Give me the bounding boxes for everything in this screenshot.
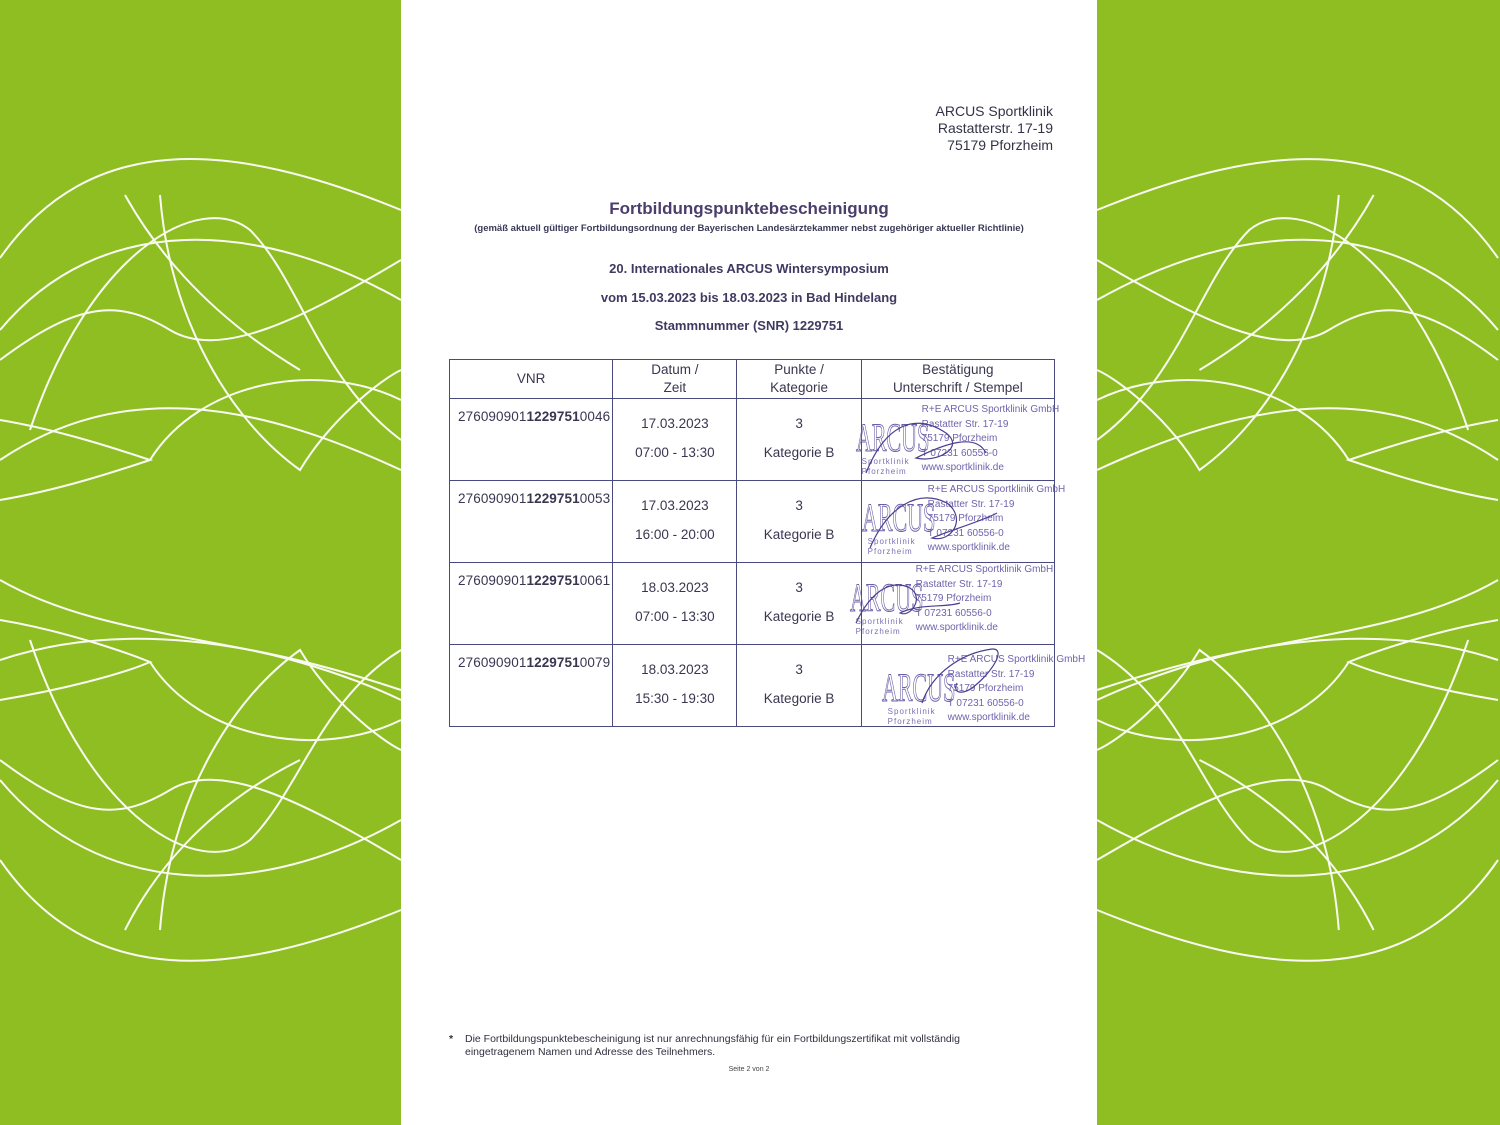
points-value: 3 [795,580,803,595]
handwritten-signature [850,563,1050,643]
logo-sub-1: Sportklinik [861,457,910,466]
date-value: 17.03.2023 [641,416,709,431]
header-vnr [450,360,613,399]
time-value: 07:00 - 13:30 [635,445,715,460]
stamp-phone: T 07231 60556-0 [927,527,1004,539]
stamp-company: R+E ARCUS Sportklinik GmbH [927,484,1066,495]
time-value: 07:00 - 13:30 [635,609,715,624]
company-stamp [850,563,1090,643]
header-date-line1: Datum / [651,362,699,377]
header-points [737,360,861,399]
sender-city: 75179 Pforzheim [947,137,1053,153]
handwritten-signature [882,653,1082,733]
svg-text:ARCUS: ARCUS [855,415,930,460]
header-date-line2: Zeit [663,380,687,395]
decorative-background-left [0,0,401,1125]
stamp-city: 75179 Pforzheim [947,683,1024,694]
stamp-phone: T 07231 60556-0 [921,447,998,459]
logo-sub-1: Sportklinik [867,537,916,546]
stamp-company: R+E ARCUS Sportklinik GmbH [947,654,1086,665]
points-value: 3 [795,416,803,431]
points-table [449,359,1086,727]
company-stamp [882,653,1122,733]
stamp-city: 75179 Pforzheim [927,513,1004,524]
logo-sub-1: Sportklinik [855,617,904,626]
certificate-page [401,0,1097,1125]
vnr-cell [450,399,613,481]
document-title: Fortbildungspunktebescheinigung [609,199,889,218]
category-value: Kategorie B [763,445,835,460]
vnr-value: 27609090112297510046 [458,409,611,424]
sender-address [936,103,1053,154]
ornament-lines-left [0,0,401,1125]
vnr-cell [450,481,613,563]
header-confirmation-line1: Bestätigung [922,362,994,377]
decorative-background-right [1097,0,1498,1125]
stamp-company: R+E ARCUS Sportklinik GmbH [921,404,1060,415]
footnote-star: * [449,1033,454,1045]
vnr-value: 27609090112297510079 [458,655,611,670]
signature-cell [861,481,1066,563]
table-row [450,645,1055,727]
footnote-text: Die Fortbildungspunktebescheinigung ist nur anrechnungsfähig für ein Fortbildungszertifikat mit vollständig eingetragenem Namen und Adresse des Teilnehmers. [465,1033,960,1058]
header-points-line2: Kategorie [770,380,828,395]
header-confirmation [861,360,1054,399]
page-number: Seite 2 von 2 [728,1066,770,1073]
handwritten-signature [856,403,1056,483]
date-cell [613,645,737,727]
ornament-lines-right [1097,0,1498,1125]
time-value: 15:30 - 19:30 [635,691,715,706]
stamp-street: Rastatter Str. 17-19 [927,498,1015,510]
svg-text:ARCUS: ARCUS [861,495,936,540]
stamp-web: www.sportklinik.de [947,712,1030,723]
logo-sub-2: Pforzheim [855,627,901,636]
time-value: 16:00 - 20:00 [635,527,715,542]
handwritten-signature [862,483,1062,563]
date-value: 18.03.2023 [641,662,709,677]
points-cell [737,481,861,563]
vnr-value: 27609090112297510061 [458,573,611,588]
stamp-street: Rastatter Str. 17-19 [921,418,1009,430]
stamp-phone: T 07231 60556-0 [915,607,992,619]
stamp-city: 75179 Pforzheim [921,433,998,444]
stamp-city: 75179 Pforzheim [915,593,992,604]
sender-name: ARCUS Sportklinik [935,103,1053,119]
stamp-company: R+E ARCUS Sportklinik GmbH [915,564,1054,575]
company-stamp [856,403,1096,483]
document-subtitle: (gemäß aktuell gültiger Fortbildungsordnung der Bayerischen Landesärztekammer nebst zugehöriger aktueller Richtlinie) [474,223,1024,234]
table-row [450,399,1055,481]
stamp-street: Rastatter Str. 17-19 [947,668,1035,680]
header-confirmation-line2: Unterschrift / Stempel [892,380,1023,395]
header-points-line1: Punkte / [774,362,824,377]
table-header-row [450,360,1055,399]
company-stamp [862,483,1102,563]
date-value: 18.03.2023 [641,580,709,595]
svg-text:ARCUS: ARCUS [881,665,956,710]
date-value: 17.03.2023 [641,498,709,513]
event-name: 20. Internationales ARCUS Wintersymposium [609,261,889,276]
category-value: Kategorie B [763,609,835,624]
points-cell [737,399,861,481]
table-row [450,563,1055,645]
category-value: Kategorie B [763,527,835,542]
signature-cell [855,399,1060,481]
date-cell [613,563,737,645]
points-cell [737,563,861,645]
vnr-cell [450,563,613,645]
snr-number: Stammnummer (SNR) 1229751 [654,318,844,333]
vnr-cell [450,645,613,727]
stamp-web: www.sportklinik.de [915,622,998,633]
date-cell [613,399,737,481]
footer-note [449,1033,1009,1059]
points-cell [737,645,861,727]
logo-sub-2: Pforzheim [887,717,933,726]
stamp-web: www.sportklinik.de [921,462,1004,473]
stamp-street: Rastatter Str. 17-19 [915,578,1003,590]
date-cell [613,481,737,563]
vnr-value: 27609090112297510053 [458,491,611,506]
sender-street: Rastatterstr. 17-19 [937,120,1053,136]
signature-cell [861,645,1086,727]
stamp-web: www.sportklinik.de [927,542,1010,553]
logo-sub-2: Pforzheim [867,547,913,556]
event-dates: vom 15.03.2023 bis 18.03.2023 in Bad Hindelang [600,290,898,305]
stamp-phone: T 07231 60556-0 [947,697,1024,709]
header-vnr-label: VNR [516,371,546,386]
logo-sub-2: Pforzheim [861,467,907,476]
points-value: 3 [795,662,803,677]
signature-cell [849,563,1054,645]
svg-text:ARCUS: ARCUS [849,575,924,620]
table-row [450,481,1055,563]
header-date [613,360,737,399]
category-value: Kategorie B [763,691,835,706]
logo-sub-1: Sportklinik [887,707,936,716]
points-value: 3 [795,498,803,513]
